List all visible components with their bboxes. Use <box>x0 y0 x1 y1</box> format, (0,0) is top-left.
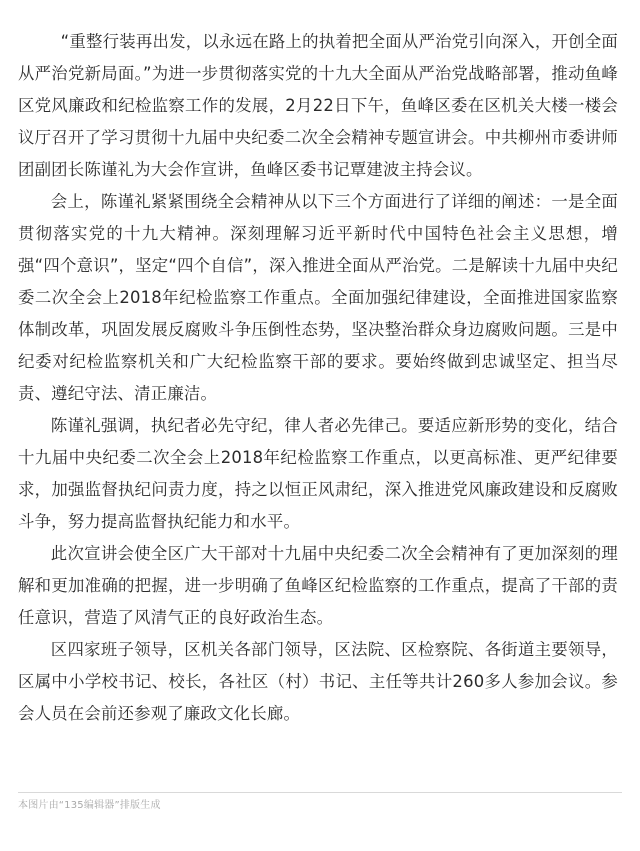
paragraph-3: 陈谨礼强调，执纪者必先守纪，律人者必先律己。要适应新形势的变化，结合十九届中央纪委二次全会上2018年纪检监察工作重点，以更高标准、更严纪律要求，加强监督执纪问责力度，持之以恒正风肃纪，深入推进党风廉政建设和反腐败斗争，努力提高监督执纪能力和水平。 <box>18 416 618 531</box>
footer-divider <box>18 792 622 793</box>
footer-note: 本图片由“135编辑器”排版生成 <box>18 800 161 811</box>
paragraph-5: 区四家班子领导，区机关各部门领导，区法院、区检察院、各街道主要领导，区属中小学校书记、校长，各社区（村）书记、主任等共计260多人参加会议。参会人员在会前还参观了廉政文化长廊。 <box>18 640 618 723</box>
paragraph-1: “重整行装再出发，以永远在路上的执着把全面从严治党引向深入，开创全面从严治党新局面。”为进一步贯彻落实党的十九大全面从严治党战略部署，推动鱼峰区党风廉政和纪检监察工作的发展，2月22日下午，鱼峰区委在区机关大楼一楼会议厅召开了学习贯彻十九届中央纪委二次全会精神专题宣讲会。中共柳州市委讲师团副团长陈谨礼为大会作宣讲，鱼峰区委书记覃建波主持会议。 <box>18 32 618 179</box>
paragraph-4: 此次宣讲会使全区广大干部对十九届中央纪委二次全会精神有了更加深刻的理解和更加准确的把握，进一步明确了鱼峰区纪检监察的工作重点，提高了干部的责任意识，营造了风清气正的良好政治生态。 <box>18 544 618 627</box>
paragraph-2: 会上，陈谨礼紧紧围绕全会精神从以下三个方面进行了详细的阐述：一是全面贯彻落实党的十九大精神。深刻理解习近平新时代中国特色社会主义思想，增强“四个意识”，坚定“四个自信”，深入推进全面从严治党。二是解读十九届中央纪委二次全会上2018年纪检监察工作重点。全面加强纪律建设，全面推进国家监察体制改革，巩固发展反腐败斗争压倒性态势，坚决整治群众身边腐败问题。三是中纪委对纪检监察机关和广大纪检监察干部的要求。要始终做到忠诚坚定、担当尽责、遵纪守法、清正廉洁。 <box>18 192 618 403</box>
article-body <box>18 26 618 730</box>
